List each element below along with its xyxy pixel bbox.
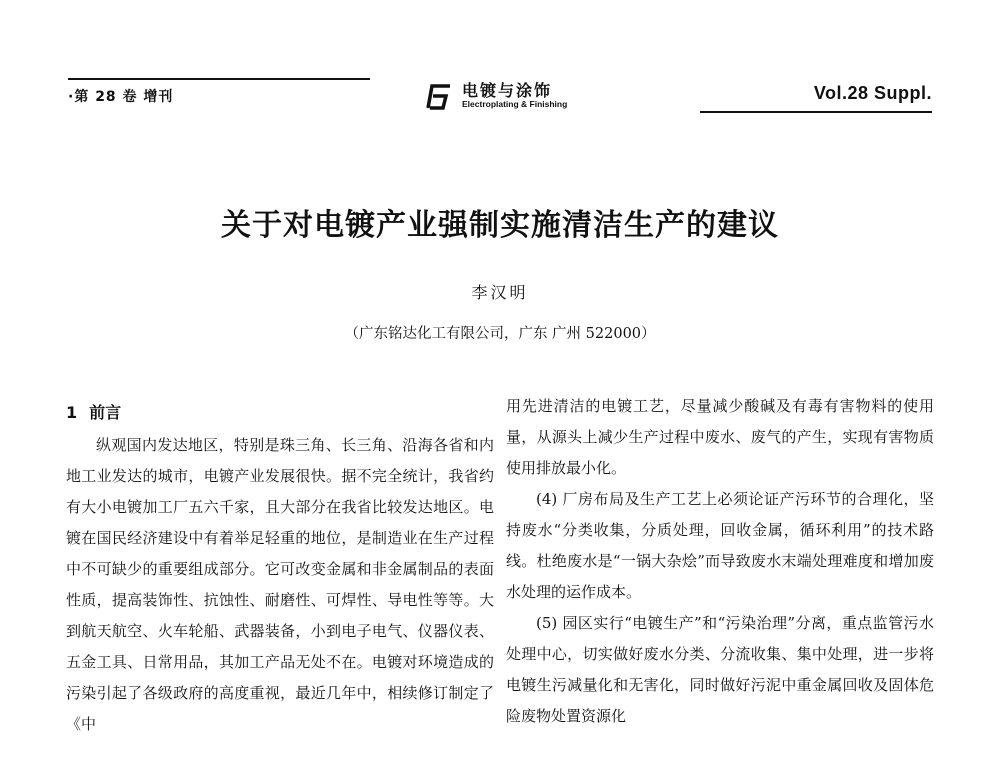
journal-logo-icon <box>422 80 456 114</box>
header-rule-left <box>68 78 370 80</box>
header-rule-right <box>700 111 932 113</box>
left-column <box>66 391 494 740</box>
right-column <box>506 391 934 732</box>
continued-paragraph: 用先进清洁的电镀工艺，尽量减少酸碱及有毒有害物料的使用量，从源头上减少生产过程中废水、废气的产生，实现有害物质使用排放最小化。 <box>506 397 934 477</box>
journal-volume-cn: ·第 28 卷 增刊 <box>68 89 174 105</box>
section-title: 前言 <box>89 403 122 422</box>
journal-logo <box>422 78 592 116</box>
article-affiliation: （广东铭达化工有限公司，广东 广州 522000） <box>344 326 656 342</box>
section-heading <box>66 396 494 430</box>
section-number: 1 <box>66 403 78 422</box>
journal-logo-cn: 电镀与涂饰 <box>462 81 553 100</box>
article-author: 李汉明 <box>471 283 529 302</box>
article-title: 关于对电镀产业强制实施清洁生产的建议 <box>221 208 779 243</box>
intro-paragraph: 纵观国内发达地区，特别是珠三角、长三角、沿海各省和内地工业发达的城市，电镀产业发展很快。据不完全统计，我省约有大小电镀加工厂五六千家，且大部分在我省比较发达地区。电镀在国民经济建设中有着举足轻重的地位，是制造业在生产过程中不可缺少的重要组成部分。它可改变金属和非金属制品的表面性质，提高装饰性、抗蚀性、耐磨性、可焊性、导电性等等。大到航天航空、火车轮船、武器装备，小到电子电气、仪器仪表、五金工具、日常用品，其加工产品无处不在。电镀对环境造成的污染引起了各级政府的高度重视，最近几年中，相续修订制定了《中 <box>66 436 494 733</box>
paragraph-item-5: (5) 园区实行“电镀生产”和“污染治理”分离，重点监管污水处理中心，切实做好废水分类、分流收集、集中处理，进一步将电镀生污减量化和无害化，同时做好污泥中重金属回收及固体危险废物处置资源化 <box>506 614 934 725</box>
paragraph-item-4: (4) 厂房布局及生产工艺上必须论证产污环节的合理化，坚持废水“分类收集，分质处理，回收金属，循环利用”的技术路线。杜绝废水是“一锅大杂烩”而导致废水末端处理难度和增加废水处理的运作成本。 <box>506 490 934 601</box>
journal-logo-en: Electroplating & Finishing <box>462 99 568 109</box>
journal-volume-en: Vol.28 Suppl. <box>813 83 932 103</box>
